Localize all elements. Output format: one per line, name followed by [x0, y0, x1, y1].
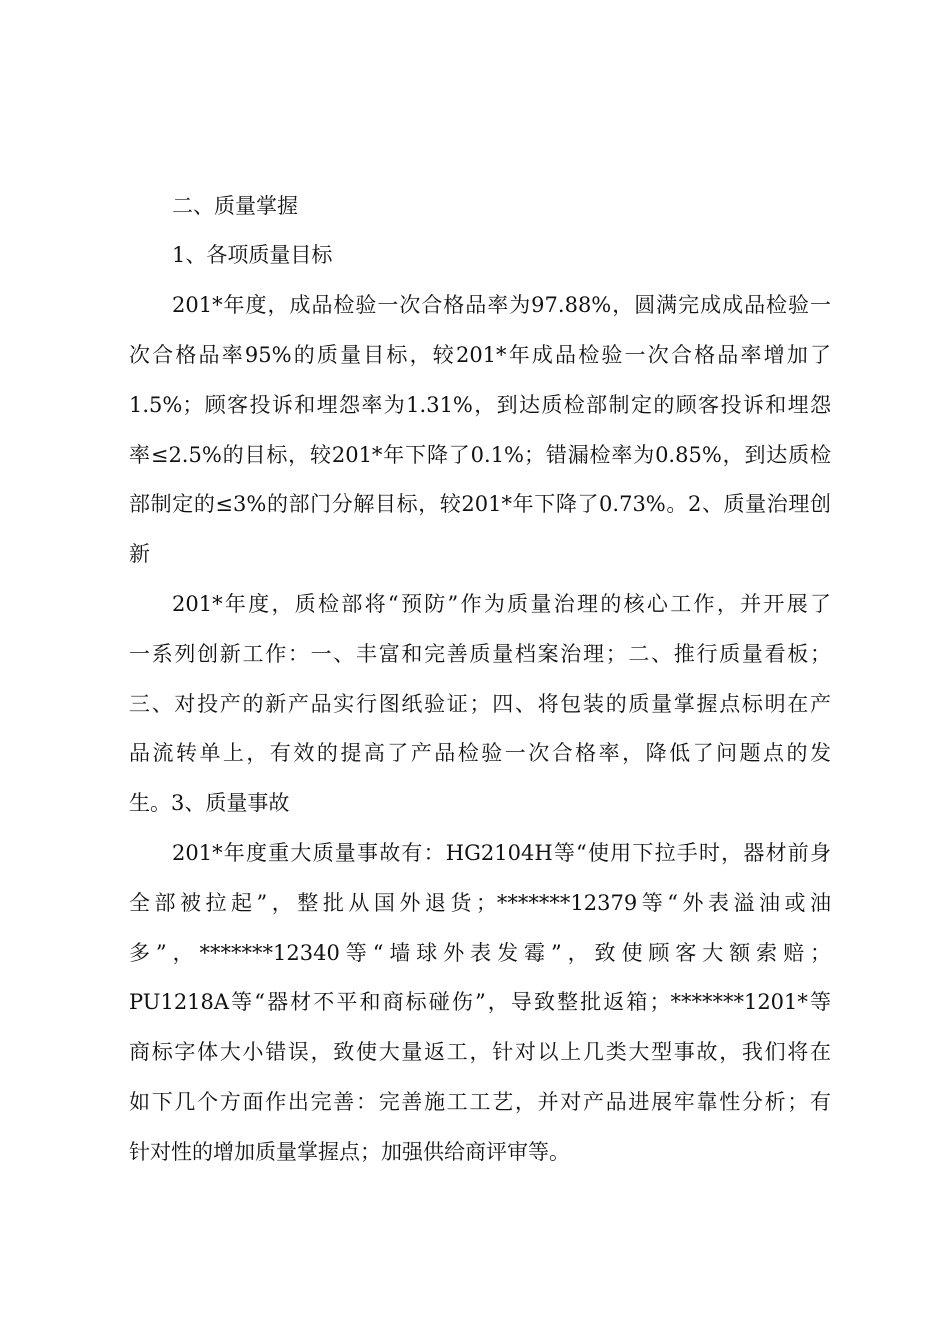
paragraph-line: 生。3、质量事故	[129, 791, 290, 815]
paragraph-line: 部制定的≤3%的部门分解目标，较201*年下降了0.73%。2、质量治理创	[129, 492, 831, 516]
paragraph-line: 新	[129, 542, 150, 566]
paragraph-line: 三、对投产的新产品实行图纸验证；四、将包装的质量掌握点标明在产	[129, 692, 831, 716]
paragraph-line: 率≤2.5%的目标，较201*年下降了0.1%；错漏检率为0.85%，到达质检	[129, 443, 831, 467]
paragraph-line: 如下几个方面作出完善：完善施工工艺，并对产品进展牢靠性分析；有	[129, 1090, 831, 1114]
paragraph-line: 201*年度，质检部将“预防”作为质量治理的核心工作，并开展了	[172, 592, 831, 616]
paragraph-line: 全部被拉起”，整批从国外退货；*******12379等“外表溢油或油	[129, 891, 831, 915]
paragraph-line: PU1218A等“器材不平和商标碰伤”，导致整批返箱；*******1201*等	[129, 990, 831, 1014]
subsection-heading: 1、各项质量目标	[172, 243, 333, 267]
paragraph-line: 201*年度，成品检验一次合格品率为97.88%，圆满完成成品检验一	[172, 293, 831, 317]
paragraph-line: 一系列创新工作：一、丰富和完善质量档案治理；二、推行质量看板；	[129, 642, 831, 666]
paragraph-line: 1.5%；顾客投诉和埋怨率为1.31%，到达质检部制定的顾客投诉和埋怨	[129, 393, 831, 417]
paragraph-line: 商标字体大小错误，致使大量返工，针对以上几类大型事故，我们将在	[129, 1040, 831, 1064]
paragraph-line: 次合格品率95%的质量目标，较201*年成品检验一次合格品率增加了	[129, 343, 831, 367]
paragraph-line: 针对性的增加质量掌握点；加强供给商评审等。	[129, 1140, 570, 1164]
paragraph-line: 多”，*******12340等“墙球外表发霉”，致使顾客大额索赔；	[129, 941, 831, 965]
section-heading: 二、质量掌握	[172, 194, 298, 218]
paragraph-line: 201*年度重大质量事故有：HG2104H等“使用下拉手时，器材前身	[172, 841, 831, 865]
paragraph-line: 品流转单上，有效的提高了产品检验一次合格率，降低了问题点的发	[129, 741, 831, 765]
